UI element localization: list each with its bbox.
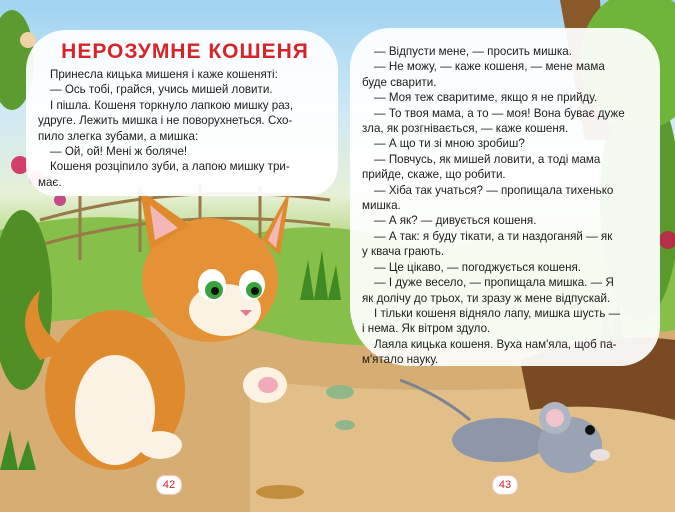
paragraph-line: і нема. Як вітром здуло. — [362, 322, 491, 336]
paragraph-line: пило злегка зубами, а мишка: — [38, 129, 199, 143]
paragraph-line: — Хіба так учаться? — пропищала тихенько — [374, 183, 614, 197]
text-column-left — [38, 67, 330, 190]
paragraph-line: удруге. Лежить мишка і не поворухнеться. Схо- — [38, 114, 293, 128]
paragraph-line: мишка. — [362, 199, 401, 213]
paragraph-line: — А як? — дивується кошеня. — [374, 214, 537, 228]
paragraph-line: — То твоя мама, а то — моя! Вона буває дуже — [374, 106, 625, 120]
paragraph-line: — Не можу, — каже кошеня, — мене мама — [374, 60, 605, 74]
paragraph-line: — І дуже весело, — пропищала мишка. — Я — [374, 276, 614, 290]
paragraph-line: Кошеня розціпило зуби, а лапою мишку три- — [50, 160, 290, 174]
page-number-left: 42 — [156, 475, 182, 495]
paragraph-line: — А так: я буду тікати, а ти наздоганяй — як — [374, 229, 613, 243]
paragraph-line: як долічу до трьох, ти зразу ж мене відпускай. — [362, 291, 611, 305]
paragraph-line: — Повчусь, як мишей ловити, а тоді мама — [374, 152, 601, 166]
paragraph-line: І тільки кошеня відняло лапу, мишка шусть — — [374, 306, 621, 320]
paragraph-line: прийде, скаже, що робити. — [362, 168, 506, 182]
text-column-right — [362, 44, 654, 368]
paragraph-line: м'ятало науку. — [362, 353, 439, 367]
paragraph-line: у квача грають. — [362, 245, 445, 259]
page-number-right: 43 — [492, 475, 518, 495]
paragraph-line: має. — [38, 175, 62, 189]
paragraph-line: — А що ти зі мною зробиш? — [374, 137, 525, 151]
paragraph-line: зла, як розгнівається, — каже кошеня. — [362, 122, 569, 136]
paragraph-line: Лаяла кицька кошеня. Вуха нам'яла, щоб па- — [374, 337, 617, 351]
story-title: НЕРОЗУМНЕ КОШЕНЯ — [61, 40, 309, 63]
paragraph-line: — Ось тобі, грайся, учись мишей ловити. — [50, 83, 273, 97]
paragraph-line: — Моя теж сваритиме, якщо я не прийду. — [374, 91, 598, 105]
paragraph-line: Принесла кицька мишеня і каже кошеняті: — [50, 68, 278, 81]
paragraph-line: І пішла. Кошеня торкнуло лапкою мишку раз, — [50, 98, 294, 112]
paragraph-line: — Відпусти мене, — просить мишка. — [374, 45, 572, 58]
paragraph-line: — Це цікаво, — погоджується кошеня. — [374, 260, 581, 274]
paragraph-line: — Ой, ой! Мені ж боляче! — [50, 145, 188, 159]
paragraph-line: буде сварити. — [362, 75, 437, 89]
